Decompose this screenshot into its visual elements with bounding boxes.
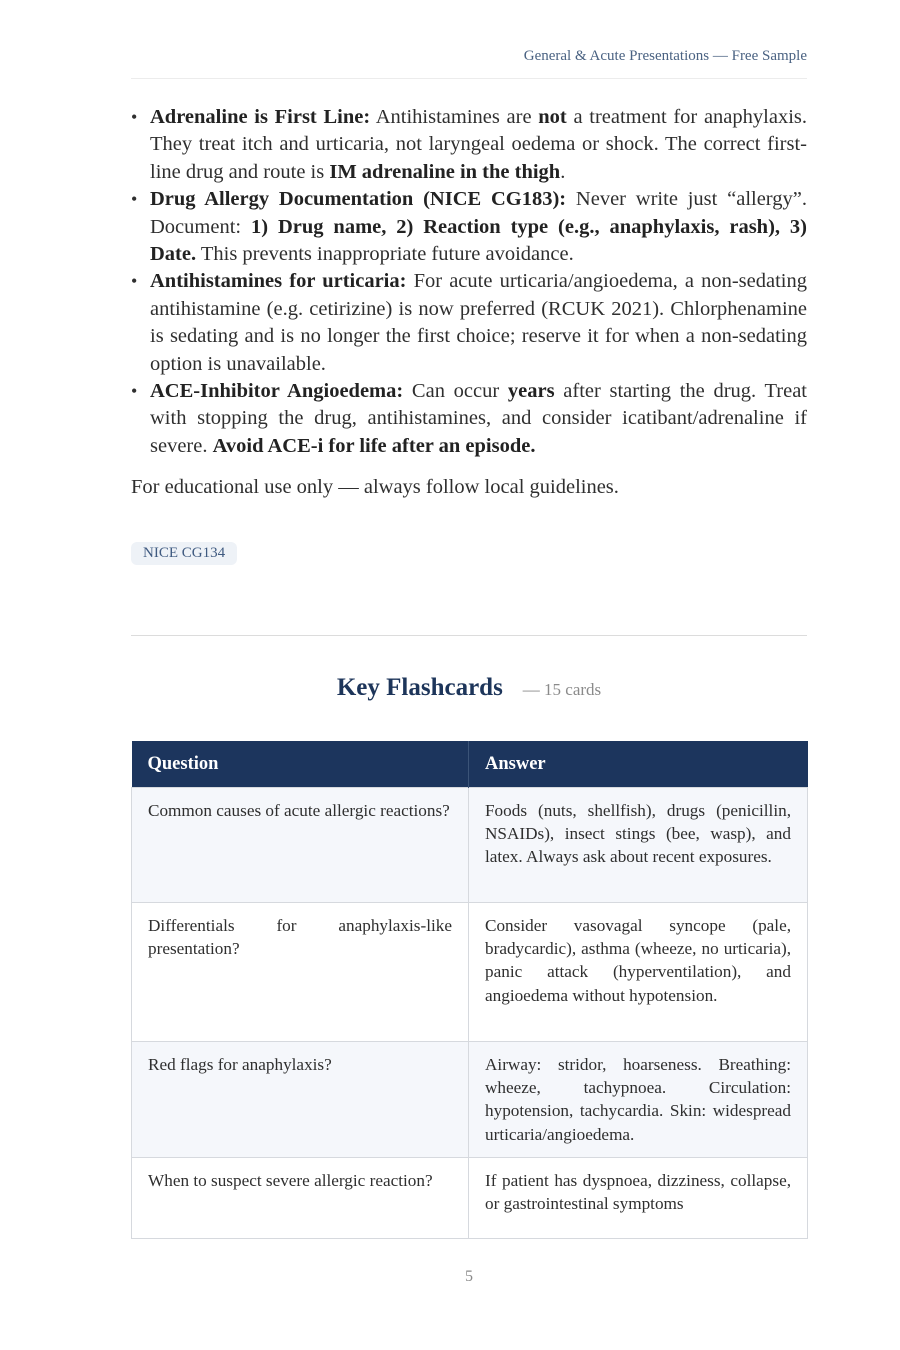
flashcards-table (131, 741, 808, 1239)
note-text: Can occur (403, 380, 508, 403)
column-header-question: Question (132, 741, 469, 788)
answer-cell: Airway: stridor, hoarseness. Breathing: wheeze, tachypnoea. Circulation: hypotension, tachycardia. Skin: widespread urticaria/angioedema. (469, 1042, 808, 1158)
disclaimer: For educational use only — always follow local guidelines. (131, 476, 619, 498)
note-text: Antihistamines are (370, 106, 539, 128)
bullet-icon: • (131, 271, 138, 292)
header-divider (131, 78, 807, 79)
note-text: . (560, 160, 566, 183)
question-cell: Common causes of acute allergic reactions? (132, 788, 469, 903)
clinical-notes-list (131, 104, 807, 460)
note-item (131, 378, 807, 460)
question-cell: Differentials for anaphylaxis-like presentation? (132, 903, 469, 1042)
flashcards-count: — 15 cards (522, 680, 602, 699)
answer-cell: Consider vasovagal syncope (pale, bradycardic), asthma (wheeze, no urticaria), panic attack (hyperventilation), and angioedema without hypotension. (469, 903, 808, 1042)
flashcards-title: Key Flashcards (336, 674, 503, 701)
note-text: a treatment for anaphylaxis. They treat itch and urticaria, not laryngeal oedema or shock. The correct first-line drug and route is (150, 106, 807, 183)
table-row (132, 788, 808, 903)
flashcards-heading (131, 674, 807, 702)
question-cell: When to suspect severe allergic reaction? (132, 1157, 469, 1238)
bullet-icon: • (131, 381, 138, 402)
note-emphasis: ACE-Inhibitor Angioedema: (150, 380, 404, 403)
table-row (132, 1042, 808, 1158)
bullet-icon: • (131, 189, 138, 210)
table-header-row (132, 741, 808, 788)
guideline-tag: NICE CG134 (131, 542, 237, 565)
note-emphasis: Adrenaline is First Line: (150, 106, 371, 128)
note-emphasis: Drug Allergy Documentation (NICE CG183): (150, 188, 567, 211)
answer-cell: If patient has dyspnoea, dizziness, collapse, or gastrointestinal symptoms (469, 1157, 808, 1238)
table-row (132, 903, 808, 1042)
bullet-icon: • (131, 107, 138, 127)
running-header: General & Acute Presentations — Free Sample (523, 48, 807, 64)
note-emphasis: Avoid ACE-i for life after an episode. (212, 434, 536, 457)
note-emphasis: years (507, 380, 555, 403)
answer-cell: Foods (nuts, shellfish), drugs (penicillin, NSAIDs), insect stings (bee, wasp), and latex. Always ask about recent exposures. (469, 788, 808, 903)
note-emphasis: IM adrenaline in the thigh (329, 160, 561, 183)
table-row (132, 1157, 808, 1238)
question-cell: Red flags for anaphylaxis? (132, 1042, 469, 1158)
section-divider (131, 635, 807, 636)
column-header-answer: Answer (469, 741, 808, 788)
note-text: Never write just “allergy”. Document: (150, 188, 807, 238)
note-item (131, 104, 807, 186)
note-text: after starting the drug. Treat with stopping the drug, antihistamines, and consider icatibant/adrenaline if severe. (150, 380, 808, 457)
note-text: For acute urticaria/angioedema, a non-sedating antihistamine (e.g. cetirizine) is now preferred (RCUK 2021). Chlorphenamine is sedating and is no longer the first choice; reserve it for when a non-sedating option is unavailable. (150, 270, 807, 375)
note-emphasis: 1) Drug name, 2) Reaction type (e.g., anaphylaxis, rash), 3) Date. (150, 215, 808, 266)
note-item (131, 268, 807, 378)
note-emphasis: not (538, 106, 567, 128)
note-item (131, 186, 807, 268)
note-emphasis: Antihistamines for urticaria: (150, 270, 407, 293)
page-number: 5 (465, 1268, 473, 1285)
note-text: This prevents inappropriate future avoidance. (196, 243, 574, 266)
